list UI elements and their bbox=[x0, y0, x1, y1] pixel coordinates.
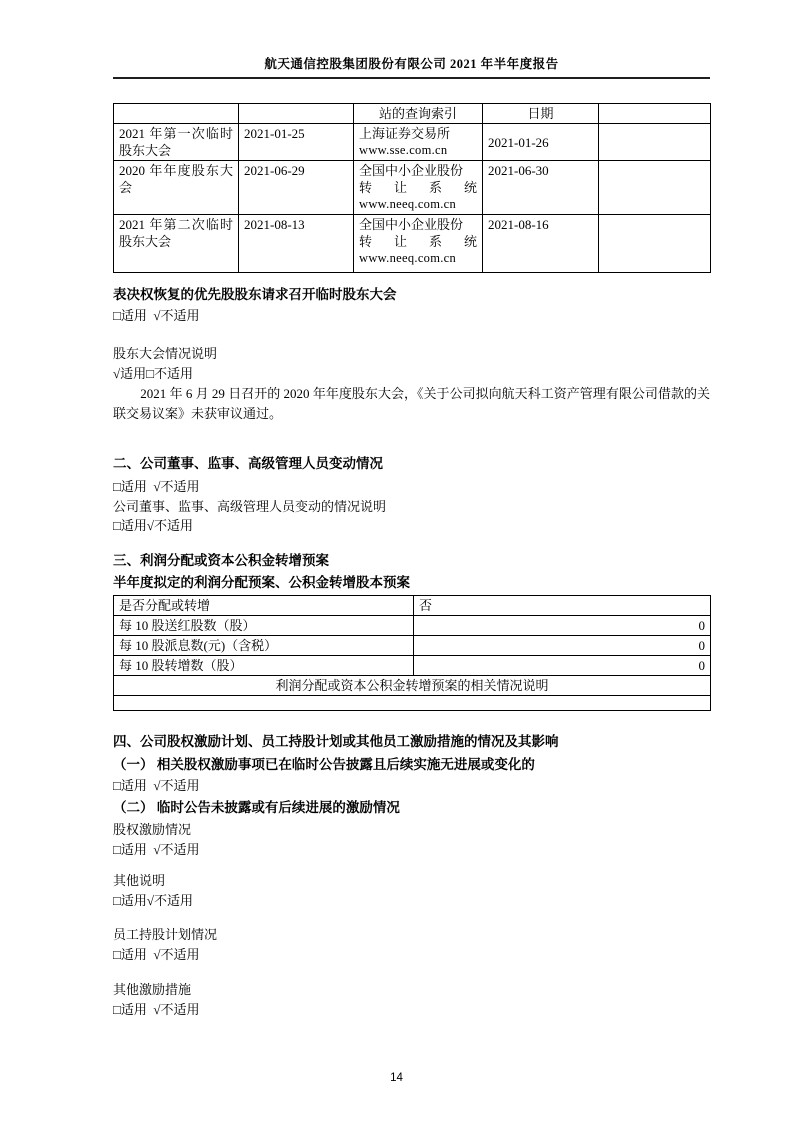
applicability-checkboxes: □适用 √不适用 bbox=[113, 778, 200, 793]
meeting-session-cell: 2020 年年度股东大会 bbox=[114, 161, 239, 215]
site-url: www.neeq.com.cn bbox=[359, 251, 457, 265]
table-row bbox=[114, 636, 711, 656]
table-row bbox=[114, 616, 711, 636]
dist-note-header-cell: 利润分配或资本公积金转增预案的相关情况说明 bbox=[114, 676, 711, 696]
table-header-row bbox=[114, 104, 711, 124]
shareholder-meetings-table bbox=[113, 103, 711, 273]
header-cell bbox=[239, 104, 354, 124]
meeting-date-cell: 2021-08-13 bbox=[239, 215, 354, 273]
site-name: 全国中小企业股份 bbox=[359, 217, 464, 232]
dist-label-cell: 每 10 股转增数（股） bbox=[114, 656, 414, 676]
dist-label-cell: 每 10 股送红股数（股） bbox=[114, 616, 414, 636]
disclosure-date-cell: 2021-08-16 bbox=[483, 215, 599, 273]
site-url: www.sse.com.cn bbox=[359, 143, 448, 157]
section4-sub1-heading: （一） 相关股权激励事项已在临时公告披露且后续实施无进展或变化的 bbox=[113, 757, 535, 772]
dist-value-cell: 0 bbox=[414, 616, 711, 636]
disclosure-date-cell: 2021-01-26 bbox=[483, 124, 599, 161]
table-row bbox=[114, 161, 711, 215]
section4-heading: 四、公司股权激励计划、员工持股计划或其他员工激励措施的情况及其影响 bbox=[113, 734, 559, 749]
disclosure-site-cell bbox=[354, 161, 483, 215]
table-row bbox=[114, 596, 711, 616]
applicability-checkboxes: □适用 √不适用 bbox=[113, 479, 200, 494]
table-row bbox=[114, 124, 711, 161]
table-note-header-row bbox=[114, 676, 711, 696]
header-cell-query-index: 站的查询索引 bbox=[354, 104, 483, 124]
header-cell bbox=[114, 104, 239, 124]
equity-incentive-label: 股权激励情况 bbox=[113, 822, 192, 837]
site-url: www.neeq.com.cn bbox=[359, 197, 457, 211]
applicability-checkboxes: □适用√不适用 bbox=[113, 893, 193, 908]
site-name: 转让系统 bbox=[359, 180, 477, 195]
esop-label: 员工持股计划情况 bbox=[113, 927, 218, 942]
meeting-date-cell: 2021-06-29 bbox=[239, 161, 354, 215]
meeting-note-label: 股东大会情况说明 bbox=[113, 346, 218, 361]
applicability-checkboxes: □适用 √不适用 bbox=[113, 308, 200, 323]
header-cell-date: 日期 bbox=[483, 104, 599, 124]
dist-note-value-cell bbox=[114, 696, 711, 711]
meeting-session-cell: 2021 年第二次临时股东大会 bbox=[114, 215, 239, 273]
notes-cell bbox=[599, 161, 711, 215]
site-name: 转让系统 bbox=[359, 234, 477, 249]
meeting-note-text: 2021 年 6 月 29 日召开的 2020 年年度股东大会，《关于公司拟向航天科工资产管理有限公司借款的关联交易议案》未获审议通过。 bbox=[113, 386, 710, 421]
dist-label-cell: 是否分配或转增 bbox=[114, 596, 414, 616]
meeting-session-cell: 2021 年第一次临时股东大会 bbox=[114, 124, 239, 161]
section3-subheading: 半年度拟定的利润分配预案、公积金转增股本预案 bbox=[113, 575, 410, 590]
section2-note-label: 公司董事、监事、高级管理人员变动的情况说明 bbox=[113, 499, 387, 514]
page-title: 航天通信控股集团股份有限公司 2021 年半年度报告 bbox=[113, 54, 710, 79]
disclosure-site-cell bbox=[354, 124, 483, 161]
disclosure-site-cell bbox=[354, 215, 483, 273]
applicability-checkboxes: □适用√不适用 bbox=[113, 518, 193, 533]
applicability-checkboxes: □适用 √不适用 bbox=[113, 947, 200, 962]
table-row bbox=[114, 215, 711, 273]
meeting-date-cell: 2021-01-25 bbox=[239, 124, 354, 161]
applicability-checkboxes: □适用 √不适用 bbox=[113, 842, 200, 857]
other-incentive-label: 其他激励措施 bbox=[113, 982, 192, 997]
dist-value-cell: 否 bbox=[414, 596, 711, 616]
dist-value-cell: 0 bbox=[414, 656, 711, 676]
preferred-shareholders-heading: 表决权恢复的优先股股东请求召开临时股东大会 bbox=[113, 287, 397, 302]
dist-value-cell: 0 bbox=[414, 636, 711, 656]
header-cell bbox=[599, 104, 711, 124]
other-note-label: 其他说明 bbox=[113, 873, 166, 888]
applicability-checkboxes: □适用 √不适用 bbox=[113, 1002, 200, 1017]
applicability-checkboxes: √适用□不适用 bbox=[113, 366, 193, 381]
disclosure-date-cell: 2021-06-30 bbox=[483, 161, 599, 215]
section2-heading: 二、公司董事、监事、高级管理人员变动情况 bbox=[113, 456, 383, 471]
notes-cell bbox=[599, 215, 711, 273]
dist-label-cell: 每 10 股派息数(元)（含税） bbox=[114, 636, 414, 656]
site-name: 上海证券交易所 bbox=[359, 126, 451, 141]
table-row bbox=[114, 656, 711, 676]
page-number: 14 bbox=[390, 1072, 403, 1084]
section3-heading: 三、利润分配或资本公积金转增预案 bbox=[113, 553, 329, 568]
site-name: 全国中小企业股份 bbox=[359, 163, 464, 178]
profit-distribution-table bbox=[113, 595, 711, 711]
notes-cell bbox=[599, 124, 711, 161]
table-note-row bbox=[114, 696, 711, 711]
section4-sub2-heading: （二） 临时公告未披露或有后续进展的激励情况 bbox=[113, 800, 400, 815]
